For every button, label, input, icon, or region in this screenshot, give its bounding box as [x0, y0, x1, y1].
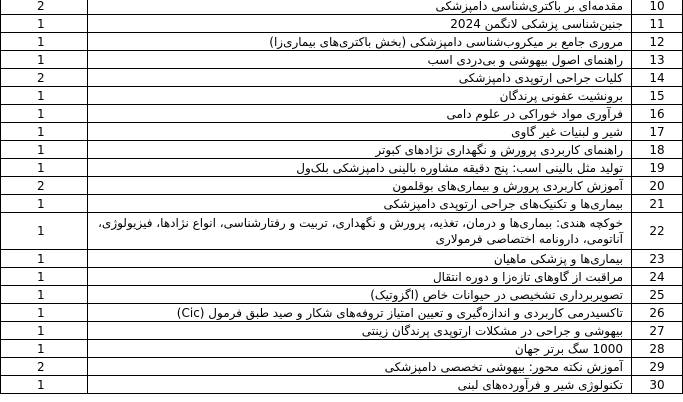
row-number-cell[interactable]: 20 — [632, 177, 683, 195]
book-title-cell[interactable]: جنین‌شناسی پزشکی لانگمن 2024 — [88, 15, 632, 33]
row-number-cell[interactable]: 17 — [632, 123, 683, 141]
book-title-cell[interactable]: راهنمای اصول بیهوشی و بی‌دردی اسب — [88, 51, 632, 69]
quantity-cell[interactable]: 1 — [1, 213, 88, 250]
row-number-cell[interactable]: 23 — [632, 250, 683, 268]
row-number-cell[interactable]: 28 — [632, 340, 683, 358]
table-row — [1, 105, 683, 123]
book-title-cell[interactable]: تاکسیدرمی کاربردی و اندازه‌گیری و تعیین امتیاز تروفه‌های شکار و صید طبق فرمول (Cic) — [88, 304, 632, 322]
table-row — [1, 141, 683, 159]
table-row — [1, 195, 683, 213]
table-row — [1, 213, 683, 250]
table-row — [1, 33, 683, 51]
quantity-cell[interactable]: 1 — [1, 123, 88, 141]
quantity-cell[interactable]: 1 — [1, 268, 88, 286]
quantity-cell[interactable]: 1 — [1, 304, 88, 322]
book-title-cell[interactable]: راهنمای کاربردی پرورش و نگهداری نژادهای کبوتر — [88, 141, 632, 159]
table-row — [1, 304, 683, 322]
table-row — [1, 69, 683, 87]
quantity-cell[interactable]: 1 — [1, 87, 88, 105]
quantity-cell[interactable]: 1 — [1, 33, 88, 51]
table-row — [1, 268, 683, 286]
table-row — [1, 87, 683, 105]
row-number-cell[interactable]: 15 — [632, 87, 683, 105]
quantity-cell[interactable]: 1 — [1, 376, 88, 394]
row-number-cell[interactable]: 30 — [632, 376, 683, 394]
row-number-cell[interactable]: 12 — [632, 33, 683, 51]
quantity-cell[interactable]: 1 — [1, 195, 88, 213]
book-title-cell[interactable]: فرآوری مواد خوراکی در علوم دامی — [88, 105, 632, 123]
book-title-cell[interactable]: شیر و لبنیات غیر گاوی — [88, 123, 632, 141]
quantity-cell[interactable]: 2 — [1, 177, 88, 195]
book-title-cell[interactable]: تصویربرداری تشخیصی در حیوانات خاص (اگزوتیک) — [88, 286, 632, 304]
book-title-cell[interactable]: مراقبت از گاوهای تازه‌زا و دوره انتقال — [88, 268, 632, 286]
quantity-cell[interactable]: 2 — [1, 0, 88, 15]
table-row — [1, 358, 683, 376]
row-number-cell[interactable]: 18 — [632, 141, 683, 159]
quantity-cell[interactable]: 1 — [1, 340, 88, 358]
row-number-cell[interactable]: 22 — [632, 213, 683, 250]
book-title-cell[interactable]: مقدمه‌ای بر باکتری‌شناسی دامپزشکی — [88, 0, 632, 15]
book-title-cell[interactable]: مروری جامع بر میکروب‌شناسی دامپزشکی (بخش باکتری‌های بیماری‌زا) — [88, 33, 632, 51]
row-number-cell[interactable]: 14 — [632, 69, 683, 87]
row-number-cell[interactable]: 27 — [632, 322, 683, 340]
book-title-cell[interactable]: کلیات جراحی ارتوپدی دامپزشکی — [88, 69, 632, 87]
table-row — [1, 286, 683, 304]
book-title-cell[interactable]: تکنولوژی شیر و فرآورده‌های لبنی — [88, 376, 632, 394]
book-title-cell[interactable]: آموزش کاربردی پرورش و بیماری‌های بوقلمون — [88, 177, 632, 195]
table-row — [1, 0, 683, 15]
quantity-cell[interactable]: 1 — [1, 250, 88, 268]
table-row — [1, 15, 683, 33]
book-title-cell[interactable]: تولید مثل بالینی اسب: پنج دقیقه مشاوره بالینی دامپزشکی بلک‌ول — [88, 159, 632, 177]
book-title-cell[interactable]: خوکچه هندی: بیماری‌ها و درمان، تغذیه، پرورش و نگهداری، تربیت و رفتارشناسی، انواع نژادها، فیزیولوژی، آناتومی، دارونامه اختصاصی فرمولاری — [88, 213, 632, 250]
quantity-cell[interactable]: 1 — [1, 51, 88, 69]
table-row — [1, 123, 683, 141]
row-number-cell[interactable]: 21 — [632, 195, 683, 213]
table-row — [1, 376, 683, 394]
quantity-cell[interactable]: 1 — [1, 159, 88, 177]
book-title-cell[interactable]: بیماری‌ها و تکنیک‌های جراحی ارتوپدی دامپزشکی — [88, 195, 632, 213]
book-title-cell[interactable]: بیماری‌ها و پزشکی ماهیان — [88, 250, 632, 268]
table-row — [1, 322, 683, 340]
row-number-cell[interactable]: 13 — [632, 51, 683, 69]
row-number-cell[interactable]: 16 — [632, 105, 683, 123]
row-number-cell[interactable]: 19 — [632, 159, 683, 177]
quantity-cell[interactable]: 1 — [1, 105, 88, 123]
book-title-cell[interactable]: 1000 سگ برتر جهان — [88, 340, 632, 358]
quantity-cell[interactable]: 1 — [1, 141, 88, 159]
book-title-cell[interactable]: برونشیت عفونی پرندگان — [88, 87, 632, 105]
quantity-cell[interactable]: 1 — [1, 15, 88, 33]
quantity-cell[interactable]: 2 — [1, 69, 88, 87]
table-row — [1, 51, 683, 69]
table-row — [1, 177, 683, 195]
row-number-cell[interactable]: 11 — [632, 15, 683, 33]
quantity-cell[interactable]: 1 — [1, 286, 88, 304]
row-number-cell[interactable]: 26 — [632, 304, 683, 322]
row-number-cell[interactable]: 29 — [632, 358, 683, 376]
table-row — [1, 159, 683, 177]
quantity-cell[interactable]: 2 — [1, 358, 88, 376]
quantity-cell[interactable]: 1 — [1, 322, 88, 340]
book-title-cell[interactable]: بیهوشی و جراحی در مشکلات ارتوپدی پرندگان زینتی — [88, 322, 632, 340]
row-number-cell[interactable]: 25 — [632, 286, 683, 304]
book-title-cell[interactable]: آموزش نکته محور: بیهوشی تخصصی دامپزشکی — [88, 358, 632, 376]
table-row — [1, 340, 683, 358]
row-number-cell[interactable]: 24 — [632, 268, 683, 286]
table-row — [1, 250, 683, 268]
row-number-cell[interactable]: 10 — [632, 0, 683, 15]
